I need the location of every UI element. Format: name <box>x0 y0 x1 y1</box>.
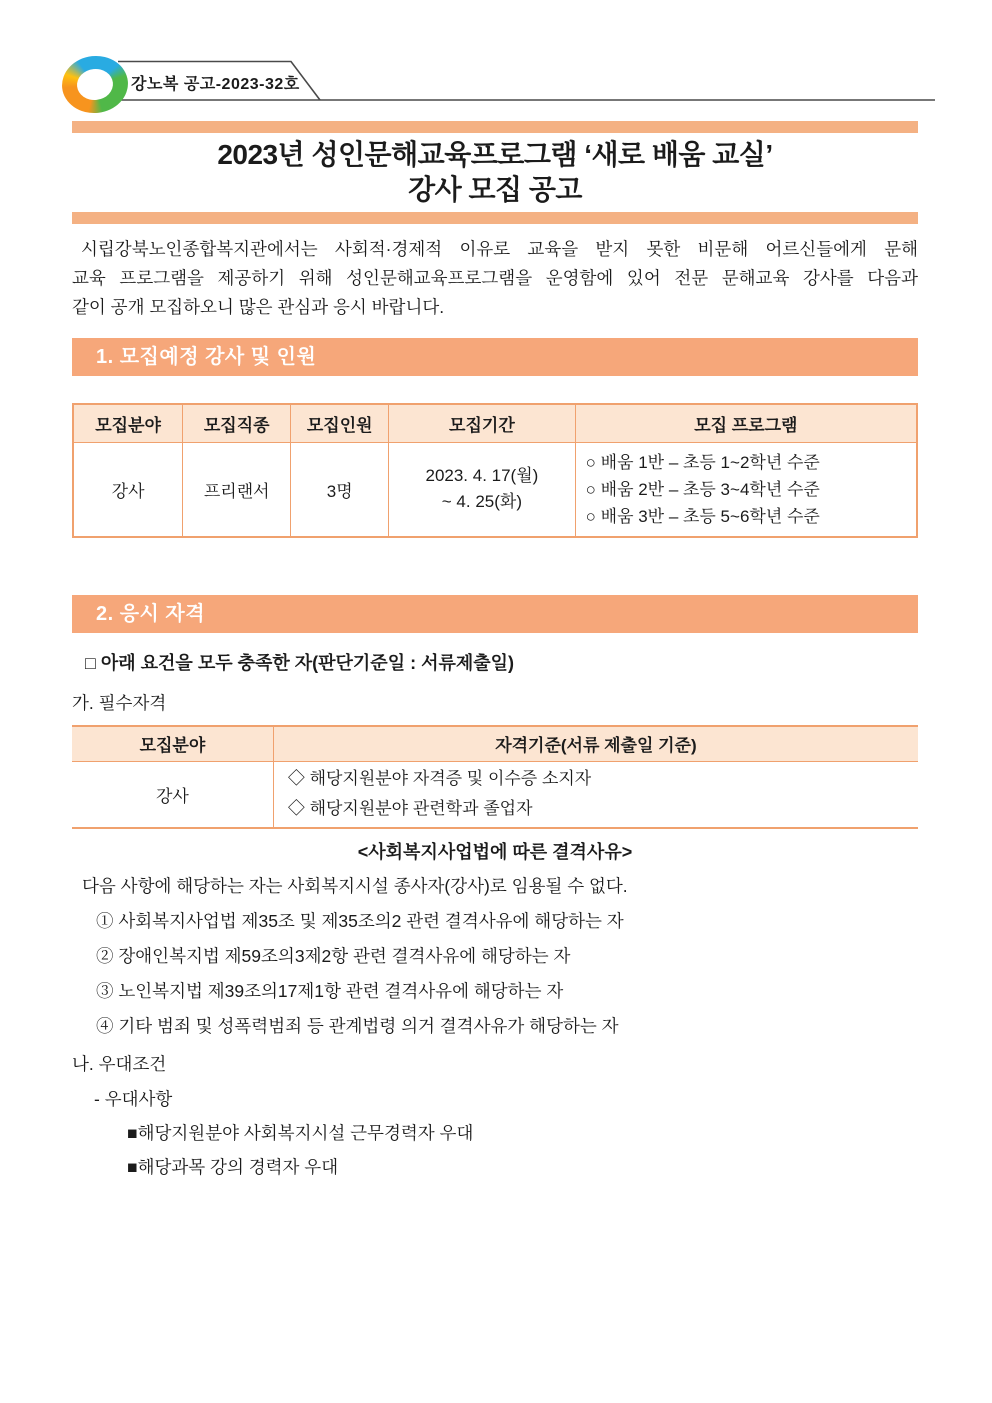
requirement-note: □ 아래 요건을 모두 충족한 자(판단기준일 : 서류제출일) <box>85 652 515 673</box>
col-header-job-type: 모집직종 <box>183 404 291 442</box>
disqualification-item-1: ① 사회복지사업법 제35조 및 제35조의2 관련 결격사유에 해당하는 자 <box>96 910 624 931</box>
intro-line2: 교육 프로그램을 제공하기 위해 성인문해교육프로그램을 운영함에 있어 전문 문해교육 강사를 다음과 <box>72 268 918 288</box>
subsection-b-label: 나. 우대조건 <box>72 1053 167 1074</box>
disqualification-item-2: ② 장애인복지법 제59조의3제2항 관련 결격사유에 해당하는 자 <box>96 945 571 966</box>
recruitment-table-row <box>73 442 917 537</box>
qual-item-1: ◇ 해당지원분야 자격증 및 이수증 소지자 <box>287 769 592 789</box>
section2-heading: 2. 응시 자격 <box>72 595 918 633</box>
disqualification-title: <사회복지사업법에 따른 결격사유> <box>357 841 633 862</box>
preference-item-2: ■해당과목 강의 경력자 우대 <box>127 1156 339 1177</box>
program-item-2: ○ 배움 2반 – 초등 3~4학년 수준 <box>585 479 820 499</box>
col-header-field: 모집분야 <box>73 404 183 442</box>
qualification-table-header-row <box>72 726 918 762</box>
title-bottom-bar <box>72 212 918 224</box>
program-item-1: ○ 배움 1반 – 초등 1~2학년 수준 <box>585 452 820 472</box>
recruitment-table <box>72 403 918 538</box>
cell-job-type: 프리랜서 <box>183 442 291 537</box>
col-header-headcount: 모집인원 <box>291 404 389 442</box>
section1-heading: 1. 모집예정 강사 및 인원 <box>72 338 918 376</box>
qualification-table <box>72 725 918 829</box>
disqualification-intro: 다음 사항에 해당하는 자는 사회복지시설 종사자(강사)로 임용될 수 없다. <box>82 875 628 896</box>
banner-outline <box>0 0 992 118</box>
cell-period <box>389 442 576 537</box>
subsection-a-label: 가. 필수자격 <box>72 692 167 713</box>
qual-cell-criteria <box>273 762 918 828</box>
qual-item-2: ◇ 해당지원분야 관련학과 졸업자 <box>287 799 533 819</box>
qualification-table-row <box>72 762 918 828</box>
qual-col-header-field: 모집분야 <box>72 726 273 762</box>
recruitment-table-header-row <box>73 404 917 442</box>
col-header-program: 모집 프로그램 <box>575 404 917 442</box>
cell-headcount: 3명 <box>291 442 389 537</box>
intro-paragraph <box>72 235 918 322</box>
program-item-3: ○ 배움 3반 – 초등 5~6학년 수준 <box>585 506 820 526</box>
disqualification-item-3: ③ 노인복지법 제39조의17제1항 관련 결격사유에 해당하는 자 <box>96 980 564 1001</box>
preference-item-1: ■해당지원분야 사회복지시설 근무경력자 우대 <box>127 1122 474 1143</box>
col-header-period: 모집기간 <box>389 404 576 442</box>
intro-line1: 시립강북노인종합복지관에서는 사회적·경제적 이유로 교육을 받지 못한 비문해 어르신들에게 문해 <box>81 239 918 259</box>
disqualification-item-4: ④ 기타 범죄 및 성폭력범죄 등 관계법령 의거 결격사유가 해당하는 자 <box>96 1015 619 1036</box>
cell-programs <box>575 442 917 537</box>
document-number: 강노복 공고-2023-32호 <box>131 76 300 93</box>
page-title-line2: 강사 모집 공고 <box>408 174 582 205</box>
cell-field: 강사 <box>73 442 183 537</box>
period-line2: ~ 4. 25(화) <box>441 492 522 511</box>
qual-col-header-criteria: 자격기준(서류 제출일 기준) <box>273 726 918 762</box>
preference-label: - 우대사항 <box>94 1088 173 1109</box>
intro-line3: 같이 공개 모집하오니 많은 관심과 응시 바랍니다. <box>72 297 445 317</box>
page-title-line1: 2023년 성인문해교육프로그램 ‘새로 배움 교실’ <box>217 139 773 170</box>
period-line1: 2023. 4. 17(월) <box>425 466 539 485</box>
page-title <box>72 137 918 207</box>
masthead <box>0 0 992 118</box>
qual-cell-field: 강사 <box>72 762 273 828</box>
title-top-bar <box>72 121 918 133</box>
document-body <box>72 121 918 1180</box>
